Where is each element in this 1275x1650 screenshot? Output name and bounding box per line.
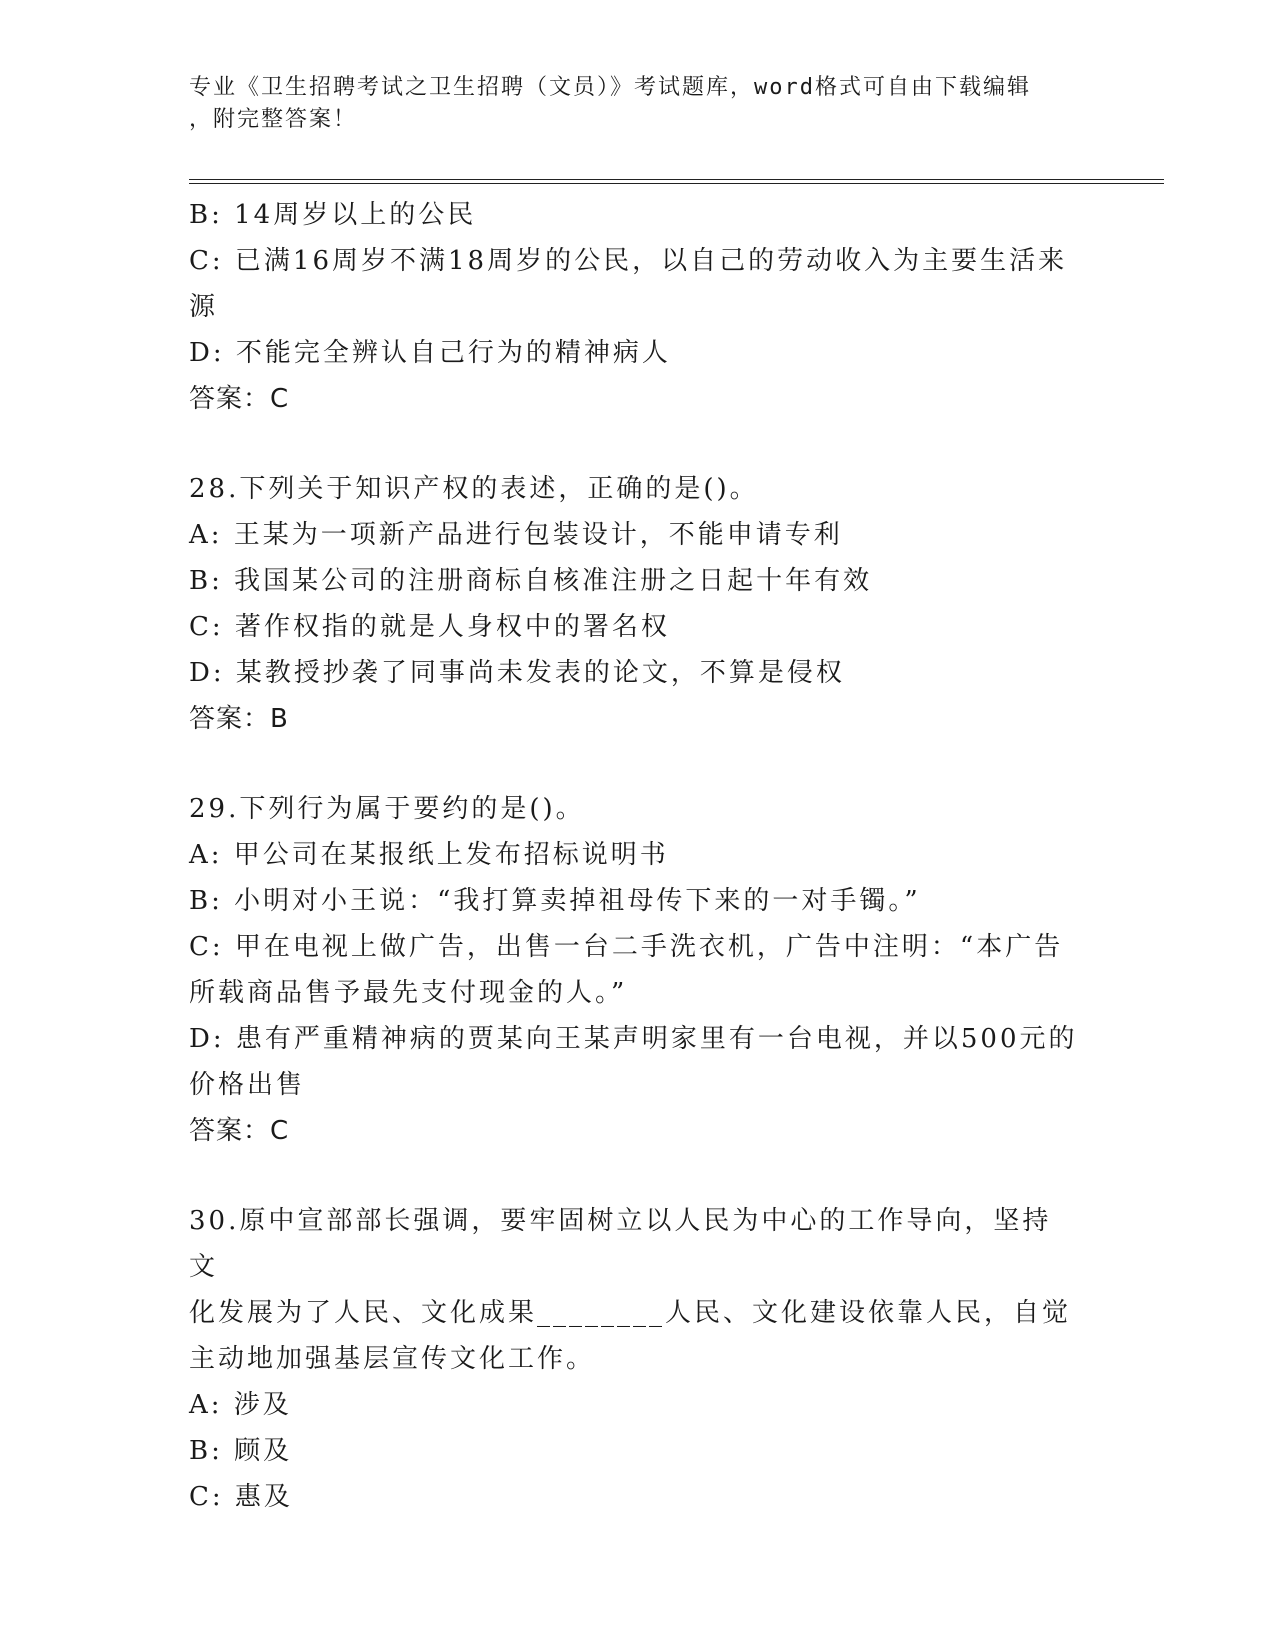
option-d-continued: 价格出售 xyxy=(189,1070,306,1100)
option-d: D: 某教授抄袭了同事尚未发表的论文，不算是侵权 xyxy=(189,658,845,688)
option-b: B: 我国某公司的注册商标自核准注册之日起十年有效 xyxy=(189,566,873,596)
answer-label: 答案：C xyxy=(189,384,290,414)
spacer xyxy=(189,1154,1079,1198)
spacer xyxy=(189,422,1079,466)
option-c-continued: 源 xyxy=(189,292,219,322)
question-stem: 28.下列关于知识产权的表述，正确的是()。 xyxy=(189,474,759,504)
option-c: C: 惠及 xyxy=(189,1482,293,1512)
answer-label: 答案：B xyxy=(189,704,289,734)
header-rule-top xyxy=(189,179,1164,180)
question-stem-continued: 主动地加强基层宣传文化工作。 xyxy=(189,1344,596,1374)
option-c-continued: 所载商品售予最先支付现金的人。” xyxy=(189,978,628,1008)
header-rule-bottom xyxy=(189,183,1164,184)
option-b: B: 小明对小王说：“我打算卖掉祖母传下来的一对手镯。” xyxy=(189,886,921,916)
question-stem: 30.原中宣部部长强调，要牢固树立以人民为中心的工作导向，坚持文 xyxy=(189,1206,1052,1282)
document-header xyxy=(189,72,1079,136)
option-b: B: 顾及 xyxy=(189,1436,293,1466)
spacer xyxy=(189,742,1079,786)
header-line-2: ，附完整答案！ xyxy=(189,107,358,132)
header-line-1: 专业《卫生招聘考试之卫生招聘（文员）》考试题库，word格式可自由下载编辑 xyxy=(189,75,1031,100)
option-d: D: 患有严重精神病的贾某向王某声明家里有一台电视，并以500元的 xyxy=(189,1024,1078,1054)
question-stem-continued: 化发展为了人民、文化成果________人民、文化建设依靠人民，自觉 xyxy=(189,1298,1072,1328)
question-28 xyxy=(189,466,1079,742)
option-a: A: 甲公司在某报纸上发布招标说明书 xyxy=(189,840,669,870)
option-d: D: 不能完全辨认自己行为的精神病人 xyxy=(189,338,671,368)
option-c: C: 甲在电视上做广告，出售一台二手洗衣机，广告中注明：“本广告 xyxy=(189,932,1064,962)
option-a: A: 涉及 xyxy=(189,1390,292,1420)
question-29 xyxy=(189,786,1079,1154)
question-30 xyxy=(189,1198,1079,1520)
question-27-tail xyxy=(189,192,1079,422)
option-c: C: 著作权指的就是人身权中的署名权 xyxy=(189,612,670,642)
question-stem: 29.下列行为属于要约的是()。 xyxy=(189,794,585,824)
option-b: B: 14周岁以上的公民 xyxy=(189,200,477,230)
option-c: C: 已满16周岁不满18周岁的公民，以自己的劳动收入为主要生活来 xyxy=(189,246,1068,276)
answer-label: 答案：C xyxy=(189,1116,290,1146)
question-list xyxy=(189,192,1079,1520)
option-a: A: 王某为一项新产品进行包装设计，不能申请专利 xyxy=(189,520,843,550)
